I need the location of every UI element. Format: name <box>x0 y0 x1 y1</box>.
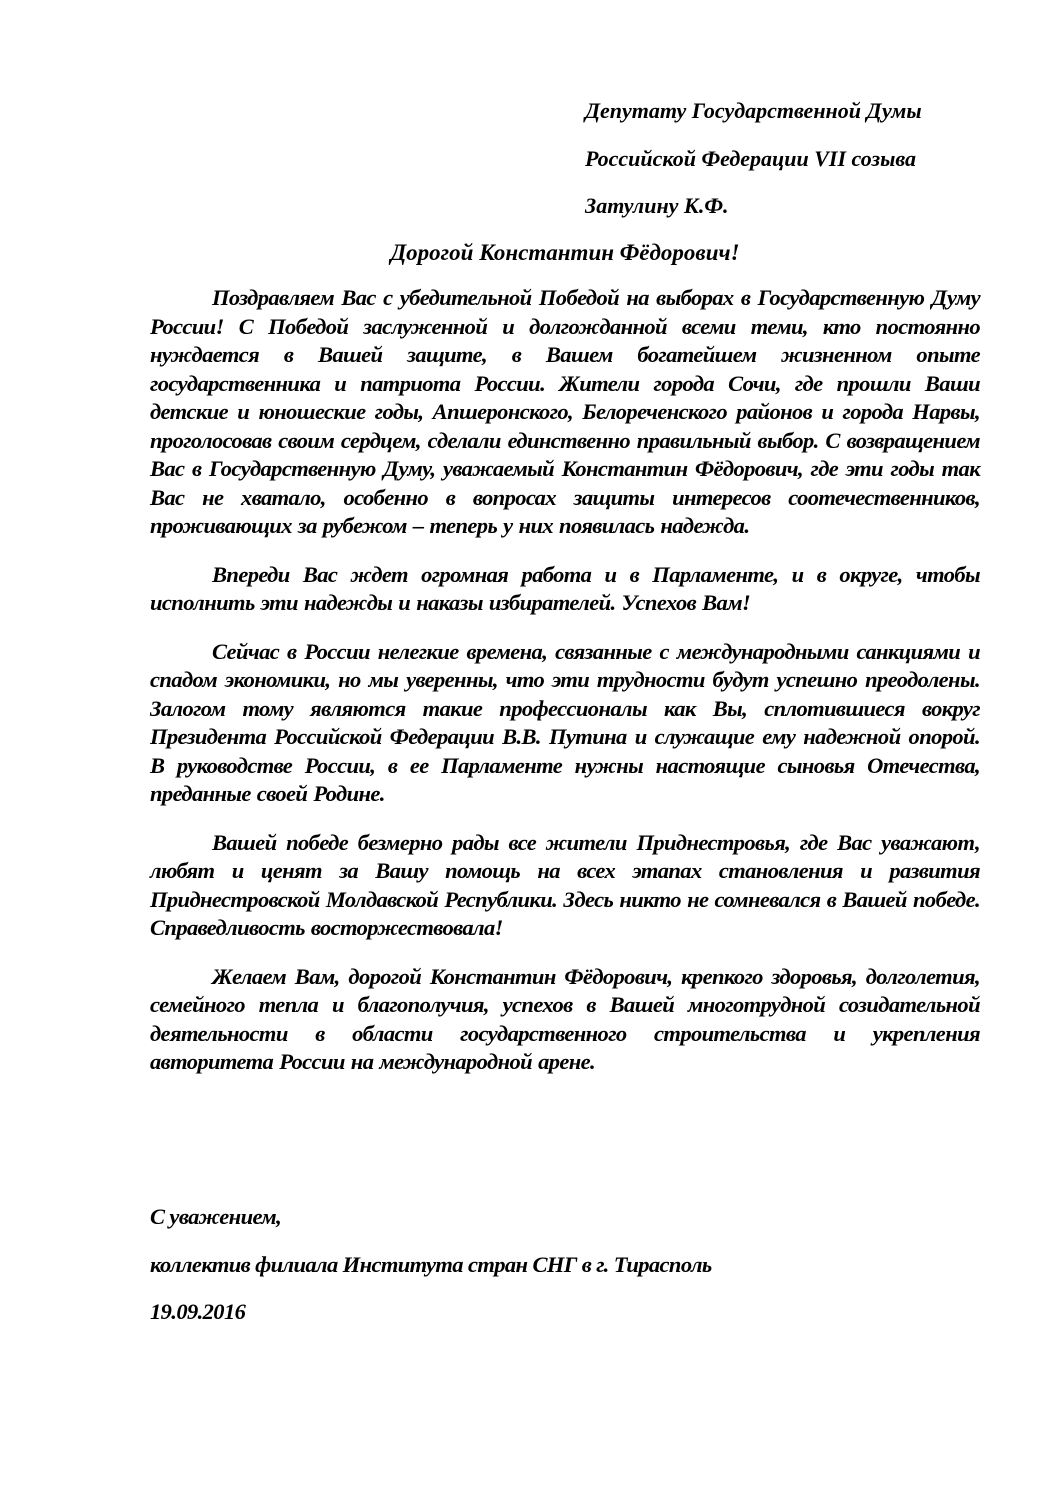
paragraph-hard-times: Сейчас в России нелегкие времена, связанные с международными санкциями и спадом экономики, но мы уверенны, что эти трудности будут успешно преодолены. Залогом тому являются такие профессионалы как Вы, сплотившиеся вокруг Президента Российской Федерации В.В. Путина и служащие ему надежной опорой. В руководстве России, в ее Парламенте нужны настоящие сыновья Отечества, преданные своей Родине. <box>150 638 980 806</box>
salutation: Дорогой Константин Фёдорович! <box>390 240 740 265</box>
paragraph-work-ahead: Впереди Вас ждет огромная работа и в Парламенте, и в округе, чтобы исполнить эти надежды и наказы избирателей. Успехов Вам! <box>150 561 980 615</box>
closing-regards: С уважением, <box>150 1204 282 1229</box>
paragraph-congratulations: Поздравляем Вас с убедительной Победой на выборах в Государственную Думу России! С Победой заслуженной и долгожданной всеми теми, кто постоянно нуждается в Вашей защите, в Вашем богатейшем жизненном опыте государственника и патриота России. Жители города Сочи, где прошли Ваши детские и юношеские годы, Апшеронского, Белореченского районов и города Нарвы, проголосовав своим сердцем, сделали единственно правильный выбор. С возвращением Вас в Государственную Думу, уважаемый Константин Фёдорович, где эти годы так Вас не хватало, особенно в вопросах защиты интересов соотечественников, проживающих за рубежом – теперь у них появилась надежда. <box>150 285 980 538</box>
addressee-block <box>585 100 1025 243</box>
closing-signature: коллектив филиала Института стран СНГ в г. Тирасполь <box>150 1251 712 1277</box>
closing-date: 19.09.2016 <box>150 1299 246 1324</box>
addressee-line: Российской Федерации VII созыва <box>585 145 917 171</box>
addressee-line: Депутату Государственной Думы <box>585 98 922 123</box>
paragraph-transnistria: Вашей победе безмерно рады все жители Приднестровья, где Вас уважают, любят и ценят за Вашу помощь на всех этапах становления и развития Приднестровской Молдавской Республики. Здесь никто не сомневался в Вашей победе. Справедливость восторжествовала! <box>150 829 980 940</box>
paragraph-wishes: Желаем Вам, дорогой Константин Фёдорович, крепкого здоровья, долголетия, семейного тепла и благополучия, успехов в Вашей многотрудной созидательной деятельности в области государственного строительства и укрепления авторитета России на международной арене. <box>150 963 980 1074</box>
addressee-line: Затулину К.Ф. <box>585 193 729 218</box>
closing-block <box>150 1206 980 1349</box>
letter-body <box>150 284 980 1097</box>
